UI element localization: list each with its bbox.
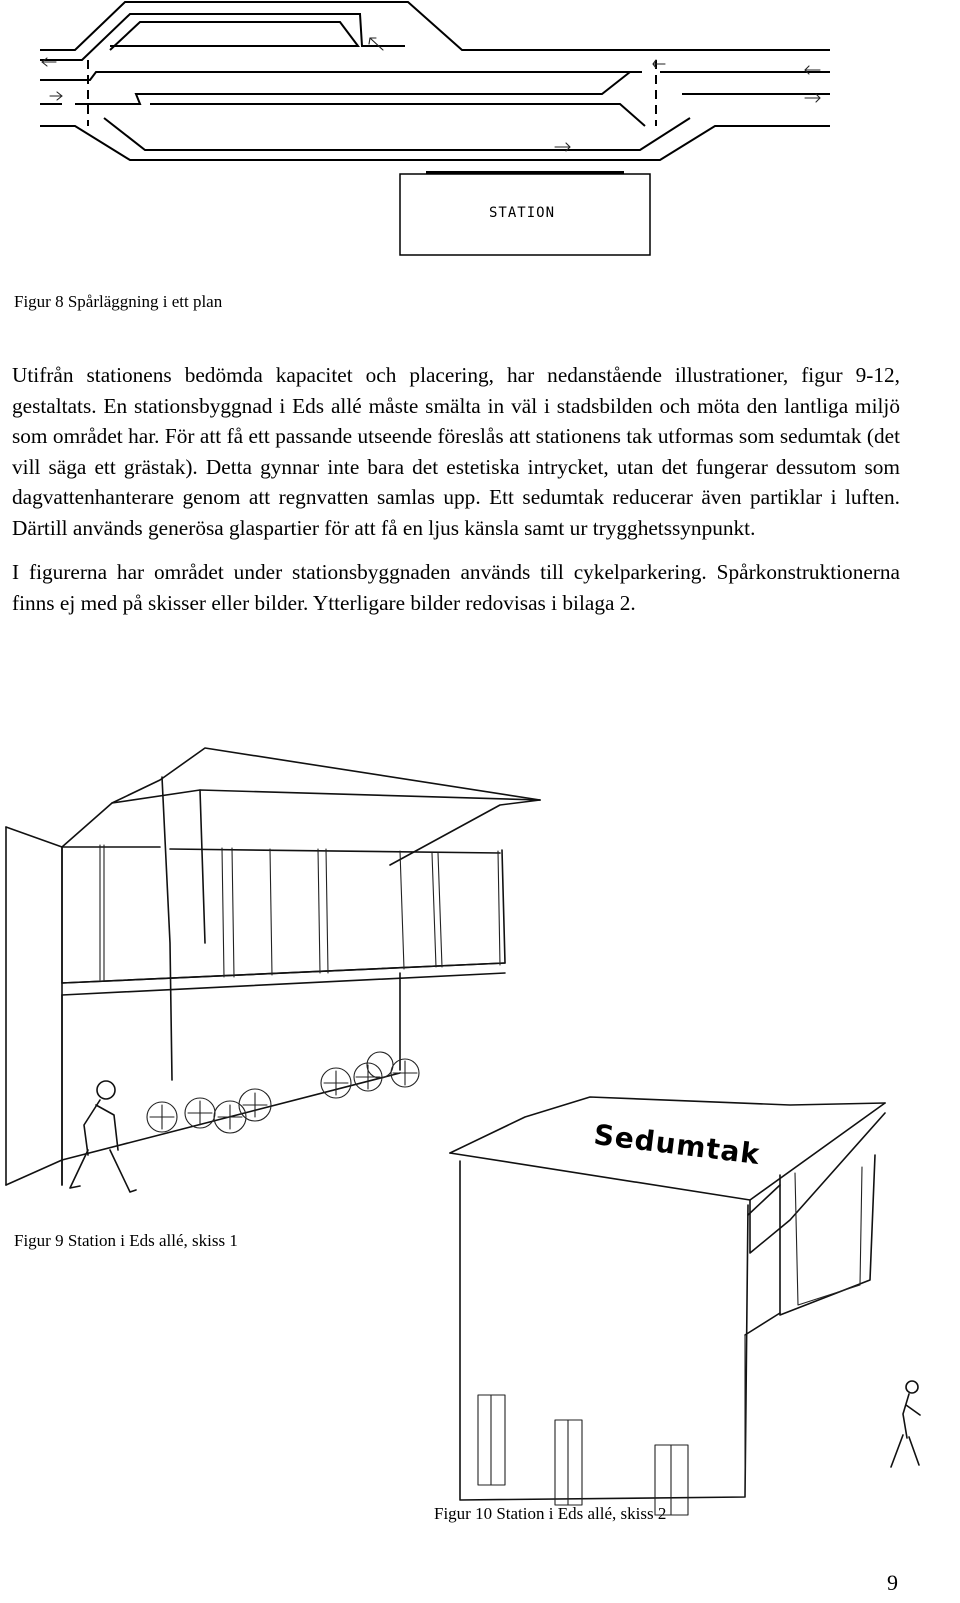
station-label: STATION xyxy=(489,205,556,221)
body-text xyxy=(12,360,900,618)
paragraph: Utifrån stationens bedömda kapacitet och placering, har nedanstående illustrationer, figur 9-12, gestaltats. En stationsbyggnad i Eds allé måste smälta in väl i stadsbilden och möta den lantliga miljö som området har. För att få ett passande utseende föreslås att stationens tak utformas som sedumtak (det vill säga ett grästak). Detta gynnar inte bara det estetiska intrycket, utan det fungerar dessutom som dagvattenhanterare genom att regnvatten samlas upp. Ett sedumtak reducerar även partiklar i luften. Därtill används generösa glaspartier för att få en ljus känsla samt ur trygghetssynpunkt. xyxy=(12,363,900,540)
track-plan-diagram xyxy=(0,0,960,270)
page-number: 9 xyxy=(887,1570,898,1595)
figure-9-caption: Figur 9 Station i Eds allé, skiss 1 xyxy=(14,1231,238,1250)
figure-10-caption: Figur 10 Station i Eds allé, skiss 2 xyxy=(434,1504,667,1523)
paragraph: I figurerna har området under stationsbyggnaden används till cykelparkering. Spårkonstruktionerna finns ej med på skisser eller bilder. Ytterligare bilder redovisas i bilaga 2. xyxy=(12,560,900,615)
figure-8-caption: Figur 8 Spårläggning i ett plan xyxy=(14,292,223,311)
roof-label: Sedumtak xyxy=(591,1118,762,1172)
